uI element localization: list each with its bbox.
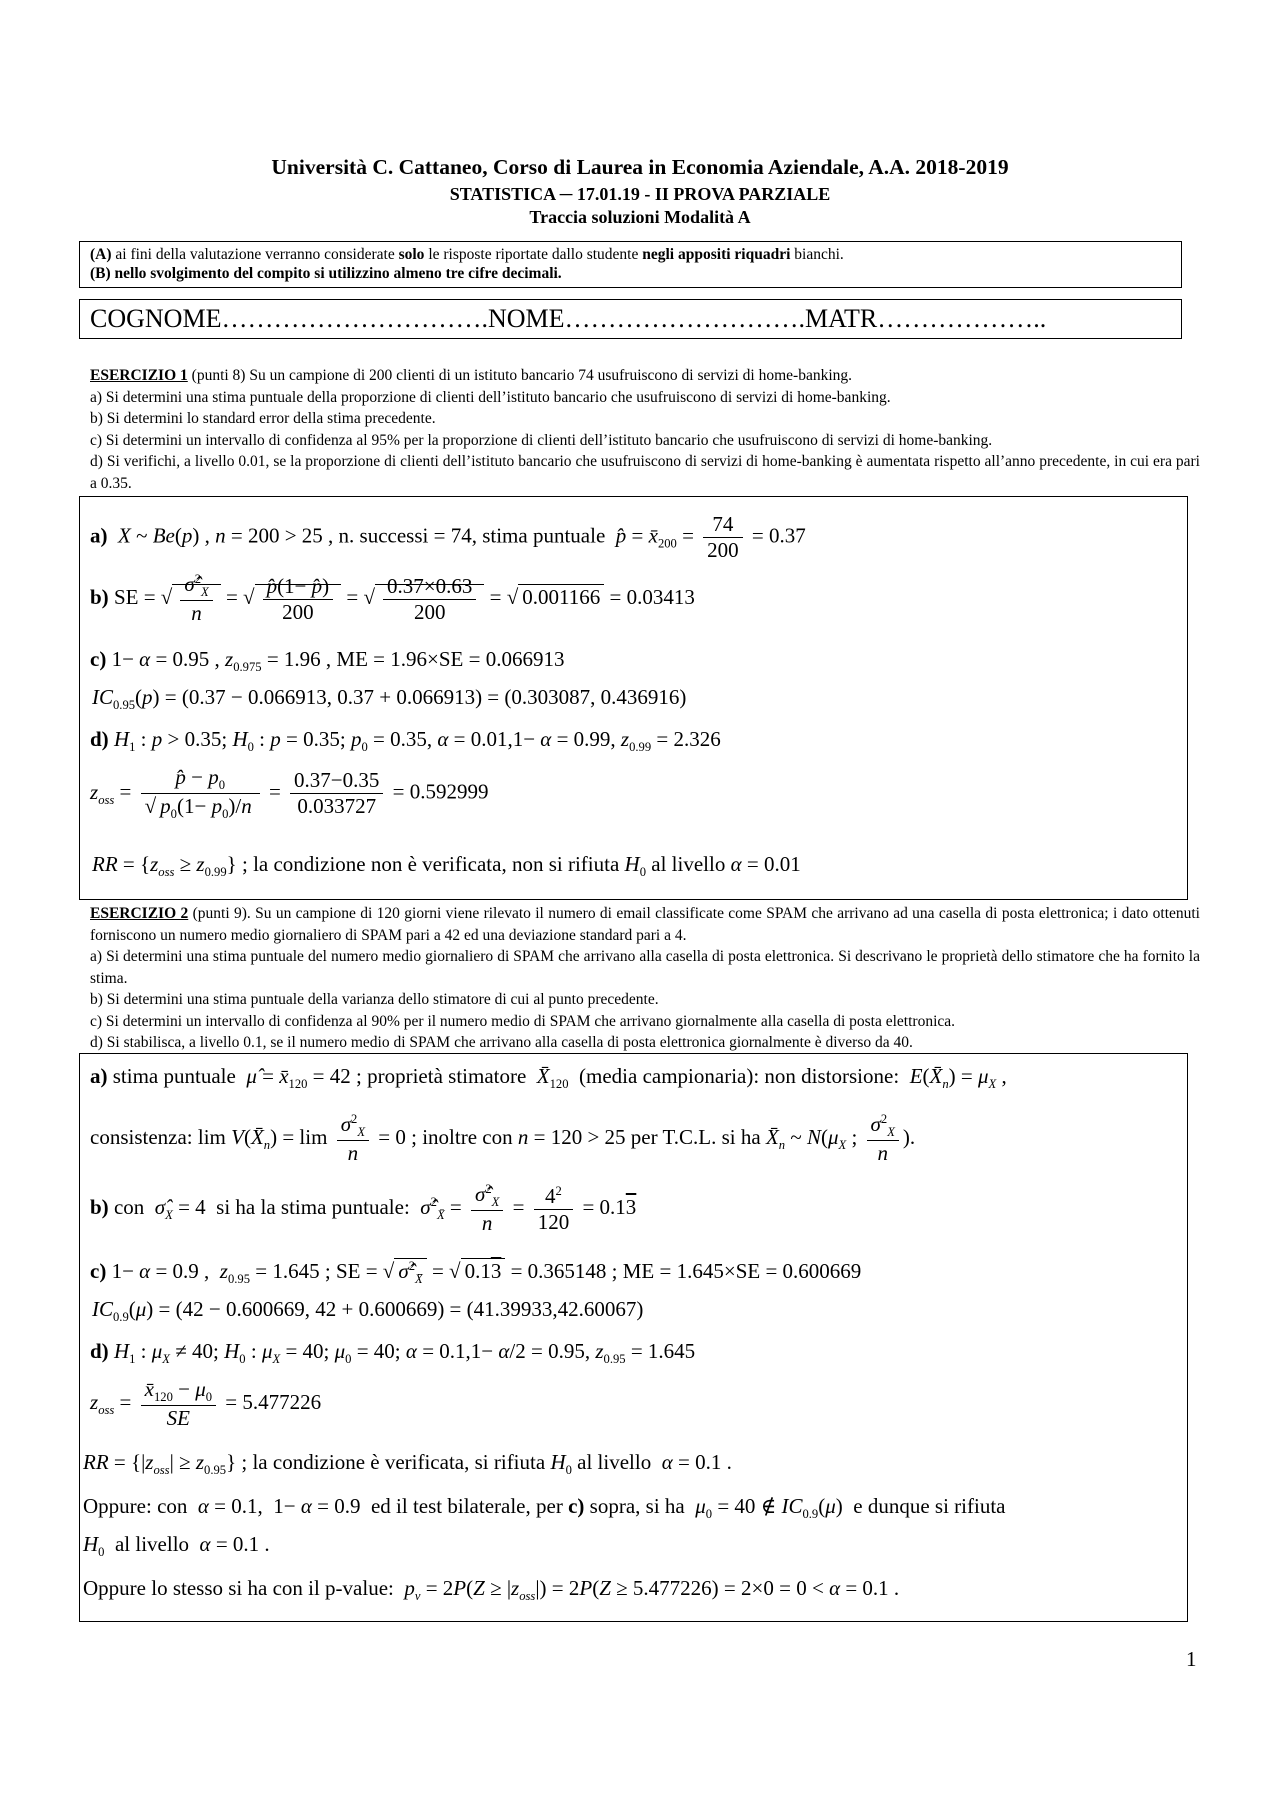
ex1-sol-c: c) 1− α = 0.95 , $z_{0.975} = 1.96$ , ME = 1.96×SE = 0.066913 <box>90 647 565 675</box>
ex1-sol-ic: $IC_{0.95}(p) = (0.37 - 0.066913$, 0.37 + 0.066913) = (0.303087, 0.436916) <box>92 685 687 713</box>
rule-b: (B) nello svolgimento del compito si utilizzino almeno tre cifre decimali. <box>90 265 562 282</box>
ex1-sol-rr: RR = $\{z_{oss} \ge z_{0.99}\}$ ; la condizione non è verificata, non si rifiuta $H_0$ al livello α = 0.01 <box>92 852 801 880</box>
ex2-sol-a2: consistenza: $\lim V(X̄_n) = \lim$ $\frac{\sigma^2_X}{n}$ = 0 ; inoltre con n = 120 > 25 per T.C.L. si ha $X̄_n$ ~ $N(\mu_X$ ; $\frac{\sigma^2_X}{n}$ ). <box>90 1112 916 1166</box>
ex2-sol-oppure-1b: $H_0$ al livello α = 0.1 . <box>83 1532 270 1560</box>
header-subtitle: STATISTICA ─ 17.01.19 - II PROVA PARZIALE <box>449 184 831 204</box>
ex2-sol-b: b) con $\sigmâ_X = 4$ si ha la stima puntuale: σ̂$^2_{X̄}$ = $\frac{\sigmâ^2_X}{n}$ = $\frac{4^2}{120}$ = 0.13 <box>90 1182 637 1236</box>
page-number: 1 <box>1186 1647 1197 1671</box>
ex1-sol-a: a) X ~ Be(p) , n = 200 > 25 , n. successi = 74, stima puntuale p̂ = $x̄_{200}$ = $\frac{74}{200}$ = 0.37 <box>90 512 806 562</box>
student-info-line: COGNOME………………………….NOME……………………….MATR……………….. <box>90 304 1047 333</box>
rules-box <box>79 241 1182 288</box>
ex1-sol-b: b) SE = √ $\frac{\sigmâ^2_X}{n}$ = √ $\frac{p̂(1- p̂)}{200}$ = √ $\frac{0.37\times 0.63}{200}$ = √ 0.001166 = 0.03413 <box>90 572 695 626</box>
ex2-sol-ic: $IC_{0.9}(\mu) = (42 - 0.600669$, 42 + 0.600669) = (41.39933,42.60067) <box>92 1297 644 1325</box>
exercise-1-text: ESERCIZIO 1 (punti 8) Su un campione di 200 clienti di un istituto bancario 74 usufruiscono di servizi di home-banking. a) Si determini una stima puntuale della proporzione di clienti dell’istituto bancario che usufruiscono di servizi di home-banking. b) Si determini lo standard error della stima precedente. c) Si determini un intervallo di confidenza al 95% per la proporzione di clienti dell’istituto bancario che usufruiscono di servizi di home-banking. d) Si verifichi, a livello 0.01, se la proporzione di clienti dell’istituto bancario che usufruiscono di servizi di home-banking è aumentata rispetto all’anno precedente, in cui era pari a 0.35. <box>90 367 1200 492</box>
ex2-sol-zoss: $z_{oss}$ = $\frac{x̄_{120} - \mu_0}{SE}$ = 5.477226 <box>90 1377 322 1431</box>
ex2-sol-c: c) 1− α = 0.9 , $z_{0.95} = 1.645$ ; SE = √ σ̂$^2_{X̄}$ = √ 0.13 = 0.365148 ; ME = 1.645×SE = 0.600669 <box>90 1259 862 1287</box>
ex2-sol-oppure-2: Oppure lo stesso si ha con il p-value: $p_v = 2P(Z \ge |z_{oss}|) = 2P(Z \ge 5.477226) = 2\times 0 = 0 < \alpha = 0.1$ . <box>83 1576 900 1604</box>
exercise-2-title: ESERCIZIO 2 <box>90 905 189 922</box>
header-mode: Traccia soluzioni Modalità A <box>529 207 751 227</box>
rule-a: (A) ai fini della valutazione verranno considerate solo le risposte riportate dallo studente negli appositi riquadri bianchi. <box>90 246 844 263</box>
exercise-2-solution-box <box>79 1053 1188 1622</box>
ex2-sol-a1: a) stima puntuale μ̂ = $x̄_{120} = 42$ ; proprietà stimatore $X̄_{120}$ (media campionaria): non distorsione: $E(X̄_n) = \mu_X$ , <box>90 1064 1007 1092</box>
ex1-sol-d: d) $H_1$ : p > 0.35; $H_0$ : p = 0.35; $p_0 = 0.35$, α = 0.01,1− α = 0.99, $z_{0.99} = 2.326$ <box>90 727 721 755</box>
exercise-1-title: ESERCIZIO 1 <box>90 367 188 384</box>
student-info-box <box>79 299 1182 339</box>
header-title: Università C. Cattaneo, Corso di Laurea in Economia Aziendale, A.A. 2018-2019 <box>271 155 1009 179</box>
ex1-sol-zoss: $z_{oss}$ = $\frac{p̂ - p_0}{√ p_0(1- p_0)/n}$ = $\frac{0.37-0.35}{0.033727}$ = 0.592999 <box>90 765 489 822</box>
ex2-sol-d: d) $H_1$ : $\mu_X \ne 40$; $H_0$ : $\mu_X = 40$; $\mu_0 = 40$; α = 0.1,1− α/2 = 0.95, $z_{0.95} = 1.645$ <box>90 1339 696 1367</box>
ex2-sol-rr: RR = $\{|z_{oss}| \ge z_{0.95}\}$ ; la condizione è verificata, si rifiuta $H_0$ al livello α = 0.1 . <box>83 1450 732 1478</box>
exercise-1-solution-box <box>79 496 1188 900</box>
exercise-2-text: ESERCIZIO 2 (punti 9). Su un campione di 120 giorni viene rilevato il numero di email classificate come SPAM che arrivano ad una casella di posta elettronica; i dato ottenuti forniscono un numero medio giornaliero di SPAM pari a 42 ed una deviazione standard pari a 4. a) Si determini una stima puntuale del numero medio giornaliero di SPAM che arrivano alla casella di posta elettronica. Si descrivano le proprietà dello stimatore che ha fornito la stima. b) Si determini una stima puntuale della varianza dello stimatore di cui al punto precedente. c) Si determini un intervallo di confidenza al 90% per il numero medio di SPAM che arrivano giornalmente alla casella di posta elettronica. d) Si stabilisca, a livello 0.1, se il numero medio di SPAM che arrivano alla casella di posta elettronica giornalmente è diverso da 40. <box>90 905 1200 1051</box>
ex2-sol-oppure-1a: Oppure: con α = 0.1, 1− α = 0.9 ed il test bilaterale, per c) sopra, si ha $\mu_0 = 40$ ∉ $IC_{0.9}(\mu)$ e dunque si rifiuta <box>83 1494 1006 1522</box>
